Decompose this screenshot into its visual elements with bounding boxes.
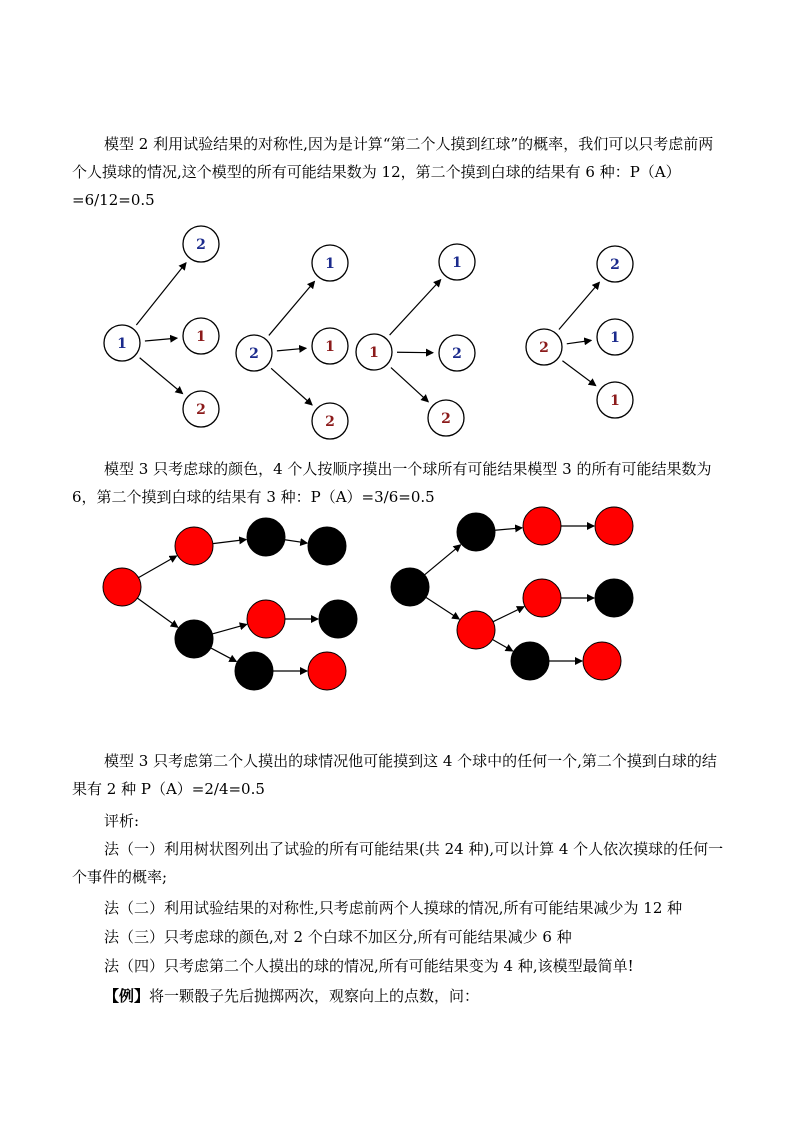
color-tree-arrow <box>493 607 524 622</box>
black-ball <box>457 513 495 551</box>
tree-arrow <box>271 368 312 405</box>
color-tree-arrow <box>211 648 237 662</box>
tree-child-node <box>312 328 348 364</box>
ball-number-label: 1 <box>325 339 335 355</box>
method4-line: 法（四）只考虑第二个人摸出的球的情况,所有可能结果变为 4 种,该模型最简单! <box>104 957 634 975</box>
tree-arrow <box>277 348 306 351</box>
ball-number-label: 2 <box>610 257 620 273</box>
example-label: 【例】 <box>104 987 150 1005</box>
red-ball <box>523 579 561 617</box>
color-tree-arrow <box>492 639 512 651</box>
black-ball <box>247 518 285 556</box>
tree-child-node <box>597 319 633 355</box>
color-tree-arrow <box>213 539 246 543</box>
red-ball <box>175 527 213 565</box>
ball-number-label: 2 <box>196 237 206 253</box>
tree-arrow <box>567 340 591 343</box>
tree-arrow <box>136 263 186 325</box>
ball-number-label: 2 <box>539 340 549 356</box>
black-ball <box>511 642 549 680</box>
red-ball <box>457 611 495 649</box>
ball-number-label: 1 <box>610 330 620 346</box>
tree-child-node <box>312 403 348 439</box>
black-ball <box>308 527 346 565</box>
red-ball <box>523 507 561 545</box>
tree-child-node <box>183 391 219 427</box>
model3-color-paragraph: 模型 3 只考虑球的颜色，4 个人按顺序摸出一个球所有可能结果模型 3 的所有可能结果数为 6，第二个摸到白球的结果有 3 种：P（A）=3/6=0.5 <box>72 460 712 506</box>
example-text: 将一颗骰子先后抛掷两次，观察向上的点数，问： <box>149 987 480 1005</box>
tree-child-node <box>312 245 348 281</box>
model2-tree-diagram <box>0 215 794 455</box>
color-tree-arrow <box>495 528 522 530</box>
ball-number-label: 1 <box>369 345 379 361</box>
color-tree-arrow <box>425 545 461 575</box>
ball-number-label: 2 <box>325 414 335 430</box>
ball-number-label: 1 <box>117 336 127 352</box>
black-ball <box>391 568 429 606</box>
ball-number-label: 2 <box>196 402 206 418</box>
black-ball <box>235 652 273 690</box>
method3-line: 法（三）只考虑球的颜色,对 2 个白球不加区分,所有可能结果减少 6 种 <box>104 928 572 946</box>
red-ball <box>308 652 346 690</box>
commentary-heading: 评析: <box>104 812 140 830</box>
tree-child-node <box>183 318 219 354</box>
tree-root-node <box>104 325 140 361</box>
tree-child-node <box>428 400 464 436</box>
tree-arrow <box>390 280 441 335</box>
color-tree-arrow <box>212 624 246 634</box>
ball-number-label: 1 <box>196 329 206 345</box>
method1-paragraph: 法（一）利用树状图列出了试验的所有可能结果(共 24 种),可以计算 4 个人依次摸球的任何一个事件的概率; <box>72 840 724 886</box>
red-ball <box>595 507 633 545</box>
model2-paragraph: 模型 2 利用试验结果的对称性,因为是计算“第二个人摸到红球”的概率，我们可以只考虑前两个人摸球的情况,这个模型的所有可能结果数为 12，第二个摸到白球的结果有 6 种：P（A）=6/12=0.5 <box>72 135 714 209</box>
tree-arrow <box>269 281 315 335</box>
tree-root-node <box>356 334 392 370</box>
tree-root-node <box>236 335 272 371</box>
ball-number-label: 1 <box>610 393 620 409</box>
color-tree-arrow <box>426 597 459 619</box>
black-ball <box>595 579 633 617</box>
tree-root-node <box>526 329 562 365</box>
tree-arrow <box>562 361 595 386</box>
tree-arrow <box>140 358 183 394</box>
tree-arrow <box>391 368 428 402</box>
model3-color-tree-diagram <box>0 500 794 700</box>
tree-arrow <box>145 338 177 341</box>
ball-number-label: 1 <box>452 255 462 271</box>
method2-line: 法（二）利用试验结果的对称性,只考虑前两个人摸球的情况,所有可能结果减少为 12 种 <box>104 899 683 917</box>
red-ball <box>103 568 141 606</box>
ball-number-label: 2 <box>452 346 462 362</box>
black-ball <box>319 600 357 638</box>
ball-number-label: 1 <box>325 256 335 272</box>
tree-child-node <box>597 246 633 282</box>
model3-second-paragraph: 模型 3 只考虑第二个人摸出的球情况他可能摸到这 4 个球中的任何一个,第二个摸到白球的结果有 2 种 P（A）=2/4=0.5 <box>72 752 717 798</box>
ball-number-label: 2 <box>441 411 451 427</box>
tree-arrow <box>559 282 599 329</box>
ball-number-label: 2 <box>249 346 259 362</box>
color-tree-arrow <box>285 540 307 543</box>
tree-child-node <box>439 335 475 371</box>
tree-child-node <box>183 226 219 262</box>
red-ball <box>583 642 621 680</box>
color-tree-arrow <box>139 556 177 578</box>
tree-child-node <box>439 244 475 280</box>
red-ball <box>247 600 285 638</box>
tree-child-node <box>597 382 633 418</box>
example-line <box>104 982 764 1010</box>
color-tree-arrow <box>137 598 177 627</box>
black-ball <box>175 620 213 658</box>
